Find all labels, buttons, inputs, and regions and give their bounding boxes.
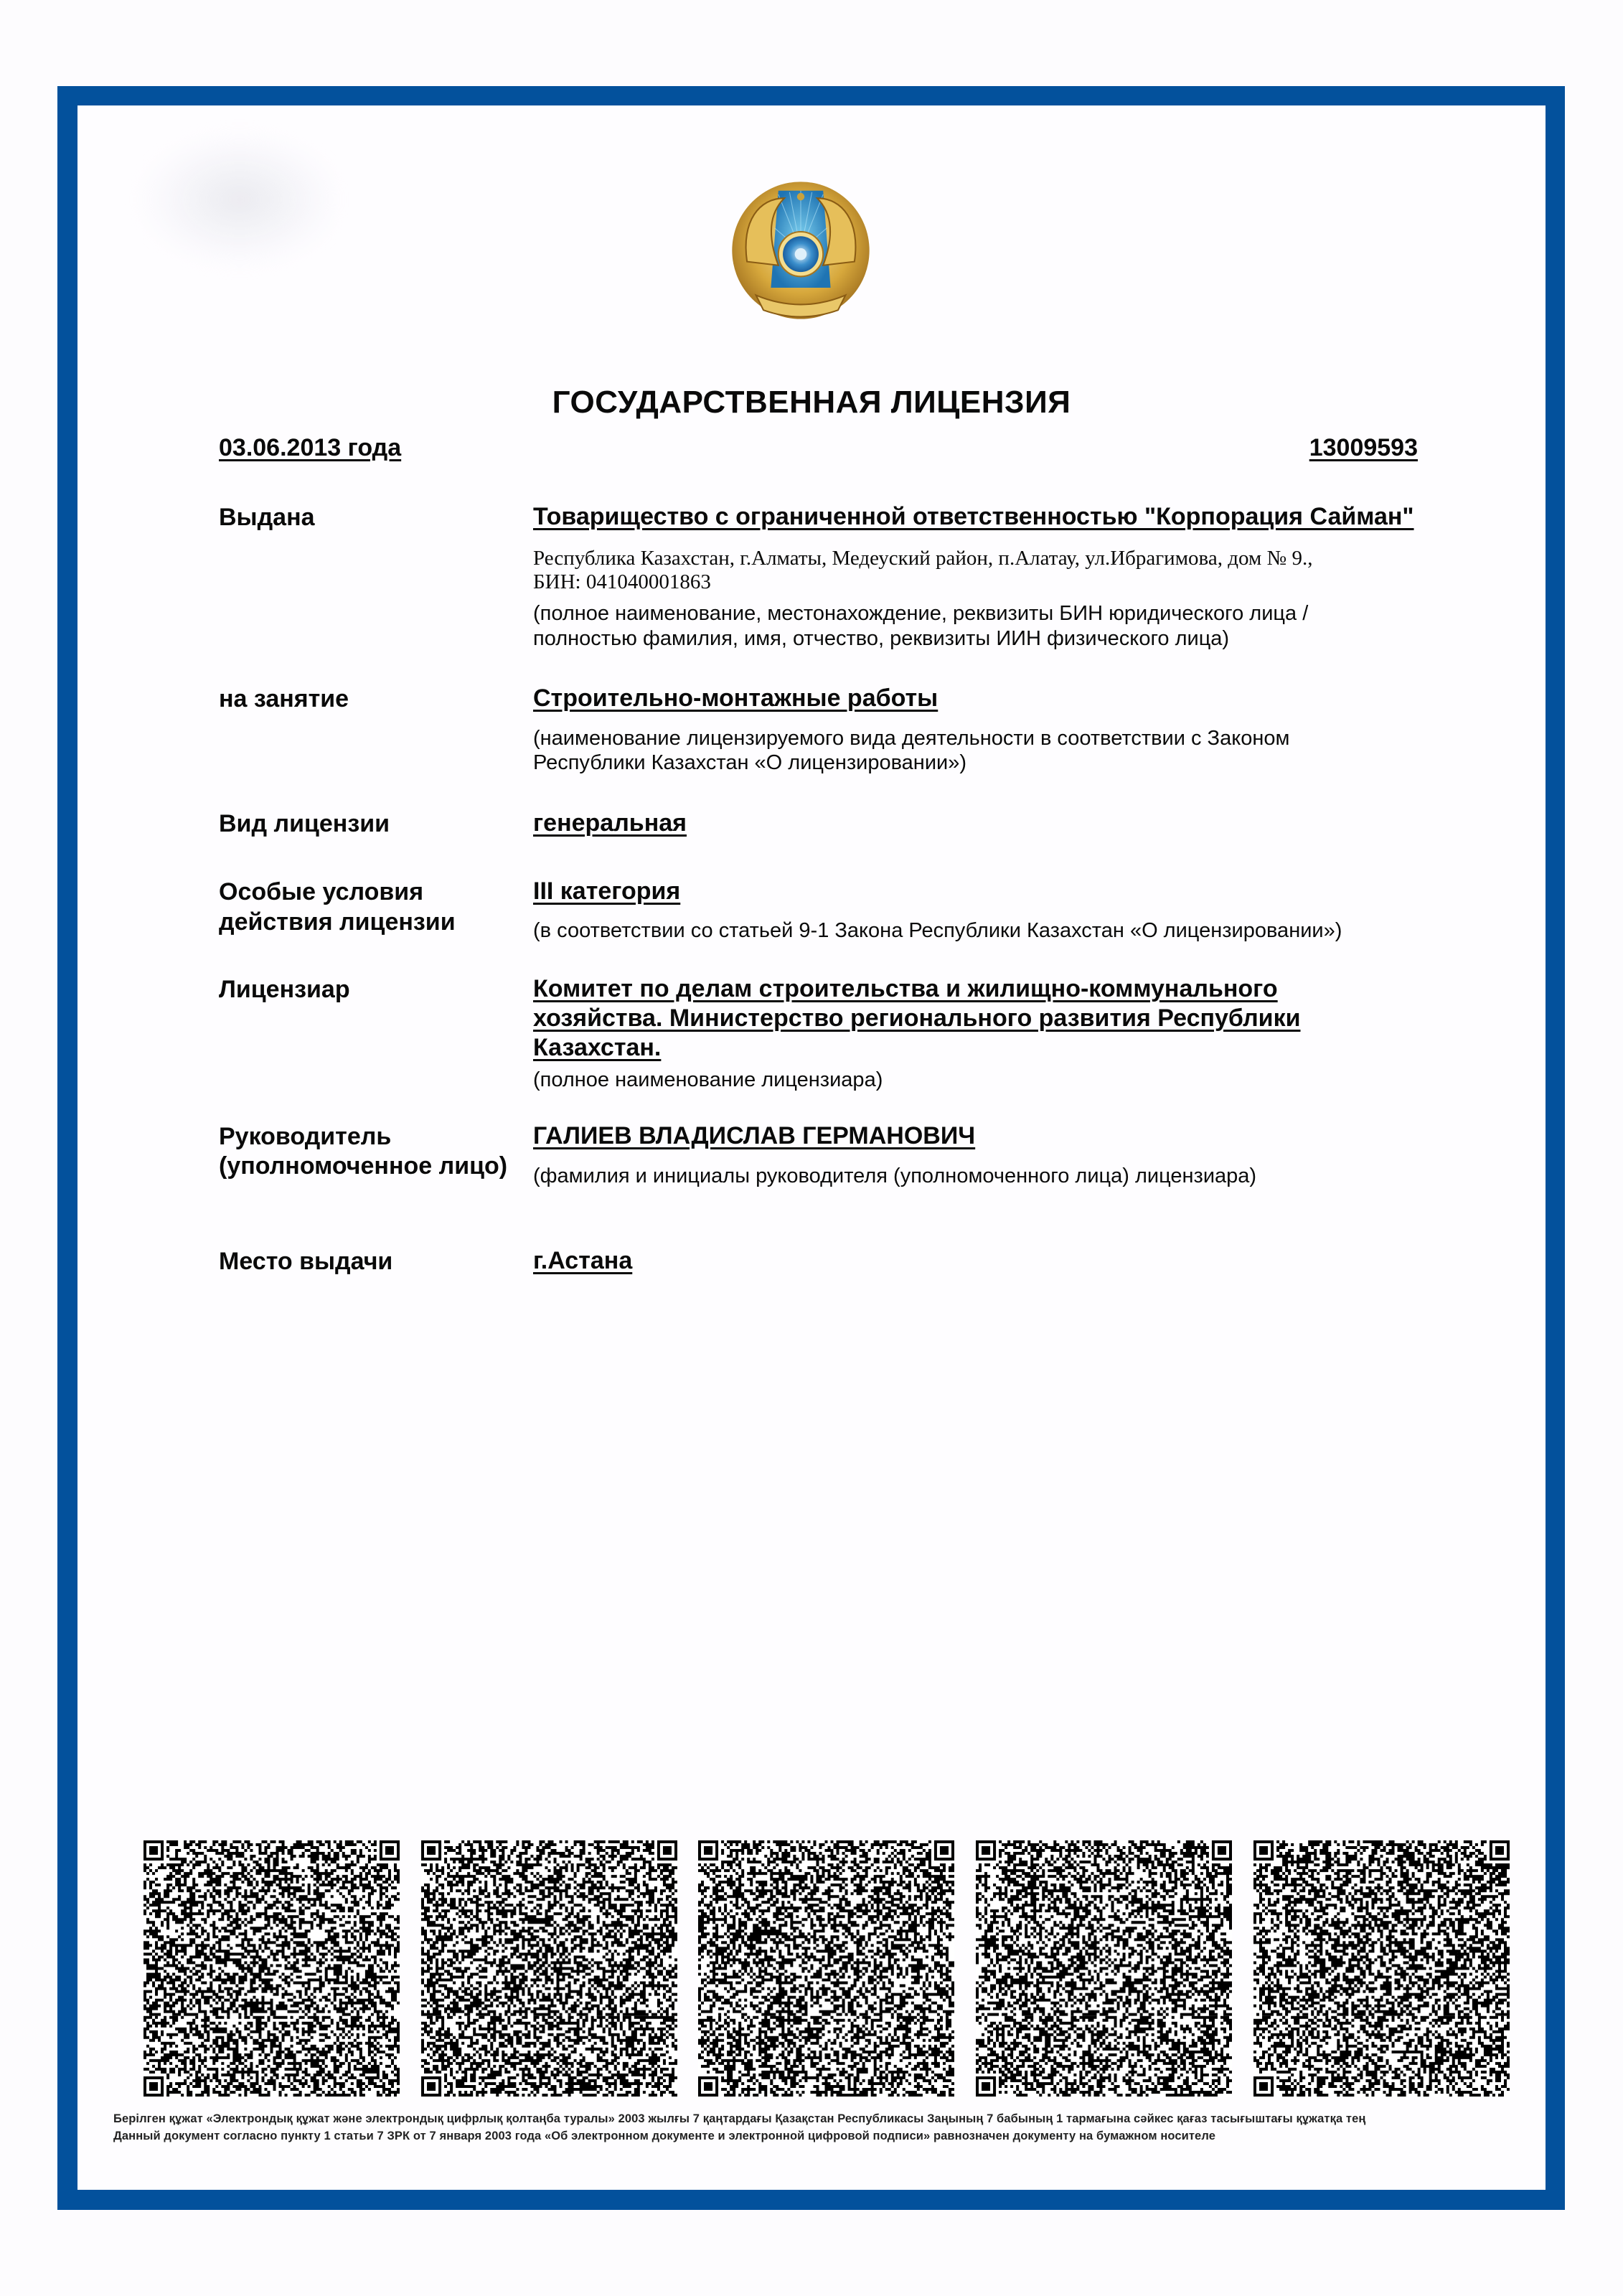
- issue-date: 03.06.2013 года: [219, 434, 402, 461]
- address-line-2: БИН: 041040001863: [533, 570, 711, 593]
- qr-code-1: [144, 1840, 400, 2097]
- value-activity: Строительно-монтажные работы: [533, 684, 938, 712]
- issued-to-note-line-2: полностью фамилия, имя, отчество, реквизиты ИИН физического лица): [533, 627, 1230, 650]
- label-issued-to: Выдана: [219, 504, 315, 531]
- faded-watermark: [93, 129, 337, 330]
- value-licensor-line-3: Казахстан.: [533, 1034, 662, 1061]
- activity-note-line-1: (наименование лицензируемого вида деятельности в соответствии с Законом: [533, 727, 1290, 750]
- qr-code-3: [698, 1840, 954, 2097]
- qr-code-4: [976, 1840, 1232, 2097]
- activity-note-line-2: Республики Казахстан «О лицензировании»): [533, 751, 967, 774]
- label-activity: на занятие: [219, 685, 349, 712]
- footer-legal-ru: Данный документ согласно пункту 1 статьи 7 ЗРК от 7 января 2003 года «Об электронном документе и электронной цифровой подписи» равнозначен документу на бумажном носителе: [113, 2130, 1215, 2142]
- document-title: ГОСУДАРСТВЕННАЯ ЛИЦЕНЗИЯ: [552, 385, 1071, 420]
- licensor-note: (полное наименование лицензиара): [533, 1068, 883, 1091]
- label-head-line-1: Руководитель: [219, 1123, 392, 1150]
- state-emblem-icon: [726, 176, 875, 325]
- value-licensor-line-2: хозяйства. Министерство регионального развития Республики: [533, 1004, 1301, 1032]
- head-note: (фамилия и инициалы руководителя (уполномоченного лица) лицензиара): [533, 1165, 1257, 1187]
- qr-code-2: [421, 1840, 677, 2097]
- label-licensor: Лицензиар: [219, 976, 350, 1003]
- label-head-line-2: (уполномоченное лицо): [219, 1152, 508, 1180]
- value-place: г.Астана: [533, 1247, 633, 1274]
- special-conditions-note: (в соответствии со статьей 9-1 Закона Республики Казахстан «О лицензировании»): [533, 919, 1342, 942]
- value-license-type: генеральная: [533, 809, 687, 837]
- address-line-1: Республика Казахстан, г.Алматы, Медеуский район, п.Алатау, ул.Ибрагимова, дом № 9.,: [533, 547, 1313, 570]
- issued-to-note-line-1: (полное наименование, местонахождение, реквизиты БИН юридического лица /: [533, 602, 1309, 625]
- value-licensor-line-1: Комитет по делам строительства и жилищно-коммунального: [533, 975, 1278, 1002]
- label-license-type: Вид лицензии: [219, 810, 390, 837]
- label-special-conditions-line-1: Особые условия: [219, 878, 424, 905]
- footer-legal-kz: Берілген құжат «Электрондық құжат және электрондық цифрлық қолтаңба туралы» 2003 жылғы 7 қаңтардағы Қазақстан Республикасы Заңының 7 бабының 1 тармағына сәйкес қағаз тасығыштағы құжатқа тең: [113, 2112, 1366, 2125]
- value-special-conditions: III категория: [533, 878, 681, 905]
- label-special-conditions-line-2: действия лицензии: [219, 908, 456, 936]
- qr-code-5: [1253, 1840, 1510, 2097]
- label-place: Место выдачи: [219, 1248, 393, 1275]
- license-number: 13009593: [1309, 434, 1418, 461]
- value-issued-to: Товарищество с ограниченной ответственностью "Корпорация Сайман": [533, 503, 1414, 530]
- value-head: ГАЛИЕВ ВЛАДИСЛАВ ГЕРМАНОВИЧ: [533, 1122, 976, 1149]
